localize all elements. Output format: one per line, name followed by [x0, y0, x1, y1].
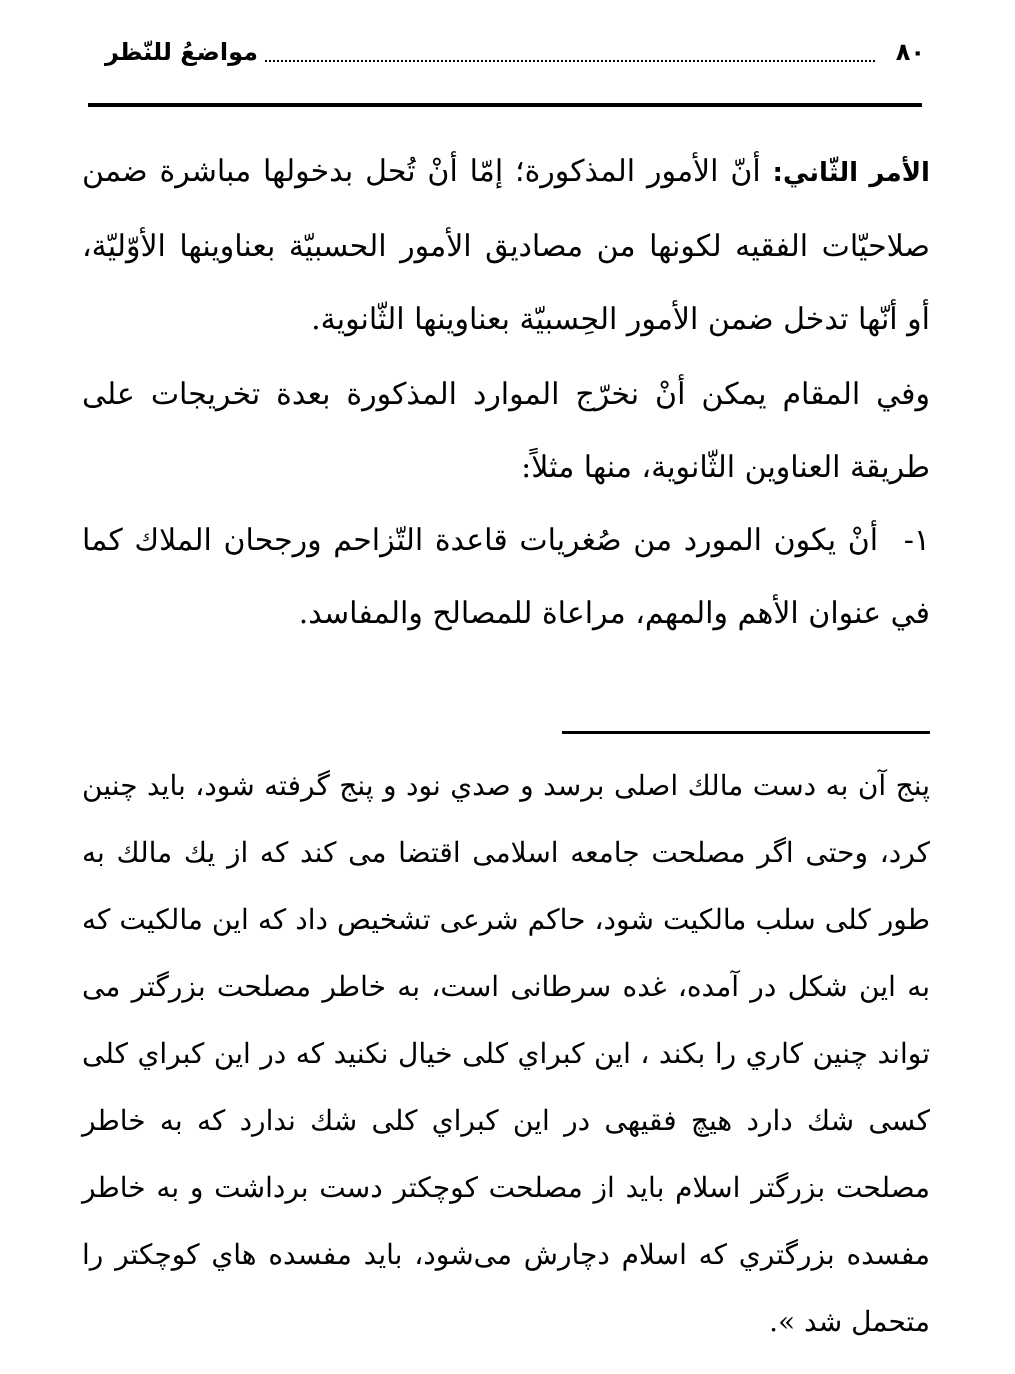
- footnote-text: پنج آن به دست مالك اصلى برسد و صدي نود و پنج گرفته شود، بايد چنين كرد، وحتى اگر مصلحت جامعه اسلامى اقتضا مى كند كه از يك مالك به طور كلى سلب مالكيت شود، حاكم شرعى تشخيص داد كه اين مالكيت كه به اين شكل در آمده، غده سرطانى است، به خاطر مصلحت بزرگتر مى تواند چنين كاري را بكند ، اين كبراي كلى خيال نكنيد كه در اين كبراي كلى كسى شك دارد هيچ فقيهى در اين كبراي كلى شك ندارد كه به خاطر مصلحت بزرگتر اسلام بايد از مصلحت كوچكتر دست برداشت و به خاطر مفسده بزرگتري كه اسلام دچارش مى‌شود، بايد مفسده هاي كوچكتر را متحمل شد ».: [82, 769, 931, 1338]
- main-text: [82, 135, 930, 650]
- paragraph-lead: الأمر الثّاني:: [772, 158, 930, 188]
- header-rule: [88, 103, 922, 107]
- paragraph-2: وفي المقام يمكن أنْ نخرّج الموارد المذكورة بعدة تخريجات على طريقة العناوين الثّانوية، منها مثلاً:: [82, 377, 930, 485]
- paragraph-1-body: أنّ الأمور المذكورة؛ إمّا أنْ تُحل بدخولها مباشرة ضمن صلاحيّات الفقيه لكونها من مصاديق الأمور الحسبيّة بعناوينها الأوّليّة، أو أنّها تدخل ضمن الأمور الحِسبيّة بعناوينها الثّانوية.: [82, 154, 930, 337]
- page-number: ٨٠: [895, 38, 925, 66]
- list-item-number: ١-: [903, 523, 931, 558]
- page-header: [85, 30, 935, 78]
- footnote: [82, 752, 930, 1355]
- paragraph-1: [82, 135, 930, 356]
- header-dot-leader: [265, 60, 875, 62]
- footnote-separator: [562, 731, 930, 734]
- list-item-text: أنْ يكون المورد من صُغريات قاعدة التّزاحم ورجحان الملاك كما في عنوان الأهم والمهم، مراعاة للمصالح والمفاسد.: [82, 523, 930, 631]
- running-title: مواضعُ للنّظر: [105, 38, 258, 66]
- list-item-1: [82, 504, 930, 650]
